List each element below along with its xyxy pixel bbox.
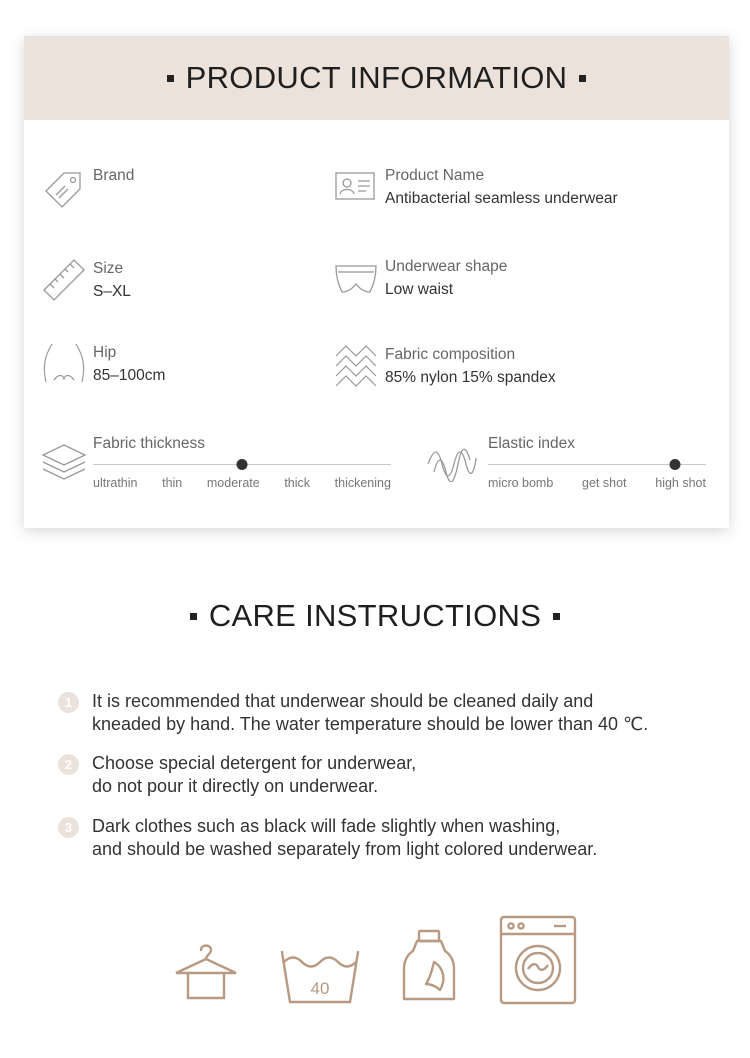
product-name-label: Product Name	[385, 167, 485, 184]
elastic-index-label: Elastic index	[488, 435, 576, 452]
underwear-shape-value: Low waist	[385, 281, 454, 298]
care-title-square-left	[190, 613, 197, 620]
scale-option: get shot	[582, 476, 627, 490]
care-item-line: Choose special detergent for underwear,	[92, 753, 417, 773]
scale-option: thin	[162, 476, 183, 490]
care-title-text: CARE INSTRUCTIONS	[208, 598, 542, 633]
size-value: S–XL	[93, 283, 131, 300]
fabric-texture-icon	[332, 342, 378, 388]
product-name-field	[385, 167, 618, 208]
care-item-text	[92, 690, 648, 736]
elastic-index-field	[488, 435, 575, 453]
scale-option: moderate	[206, 476, 260, 490]
care-item-1	[58, 690, 648, 736]
care-title	[178, 598, 572, 634]
care-item-line: Dark clothes such as black will fade slightly when washing,	[92, 816, 561, 836]
product-info-card	[24, 36, 729, 528]
wash-temperature-text: 40	[310, 979, 330, 998]
scale-option: ultrathin	[93, 476, 138, 490]
elastic-scale-marker	[670, 459, 681, 470]
tag-icon	[42, 166, 86, 210]
product-info-title-text: PRODUCT INFORMATION	[185, 60, 568, 95]
scale-option: thickening	[334, 476, 391, 490]
fabric-composition-value: 85% nylon 15% spandex	[385, 369, 556, 386]
care-item-number: 3	[58, 817, 79, 838]
elastic-scale-options	[488, 476, 706, 490]
underwear-icon	[334, 262, 378, 296]
care-item-line: do not pour it directly on underwear.	[92, 776, 379, 796]
product-info-header	[24, 36, 729, 120]
brand-label: Brand	[93, 167, 135, 184]
detergent-bottle-icon	[401, 928, 457, 1009]
underwear-shape-field	[385, 258, 507, 299]
underwear-shape-label: Underwear shape	[385, 258, 508, 275]
care-item-3	[58, 815, 597, 861]
hip-label: Hip	[93, 344, 117, 361]
hang-dry-icon	[172, 940, 240, 1005]
scale-option: thick	[284, 476, 311, 490]
hip-value: 85–100cm	[93, 367, 166, 384]
care-item-text	[92, 752, 416, 798]
care-header	[0, 598, 750, 634]
id-card-icon	[334, 170, 376, 202]
fabric-thickness-label: Fabric thickness	[93, 435, 205, 452]
size-field	[93, 260, 131, 301]
size-label: Size	[93, 260, 124, 277]
care-item-2	[58, 752, 416, 798]
care-item-text	[92, 815, 597, 861]
layers-icon	[40, 442, 88, 484]
care-item-line: and should be washed separately from light colored underwear.	[92, 839, 598, 859]
title-square-left	[167, 75, 174, 82]
scale-option: micro bomb	[488, 476, 554, 490]
product-name-value: Antibacterial seamless underwear	[385, 190, 618, 207]
elastic-wave-icon	[426, 444, 478, 482]
thickness-scale-marker	[237, 459, 248, 470]
hip-field	[93, 344, 165, 385]
fabric-composition-label: Fabric composition	[385, 346, 516, 363]
washing-machine-icon	[498, 914, 578, 1011]
care-item-line: It is recommended that underwear should be cleaned daily and	[92, 691, 594, 711]
brand-field	[93, 167, 134, 190]
wash-basin-40-icon	[278, 948, 362, 1011]
product-info-title	[155, 60, 599, 96]
fabric-thickness-field	[93, 435, 205, 453]
fabric-composition-field	[385, 346, 556, 387]
care-item-line: kneaded by hand. The water temperature should be lower than 40 ℃.	[92, 714, 649, 734]
care-item-number: 2	[58, 754, 79, 775]
title-square-right	[579, 75, 586, 82]
thickness-scale-options	[93, 476, 391, 490]
care-title-square-right	[553, 613, 560, 620]
hip-icon	[42, 342, 86, 386]
scale-option: high shot	[655, 476, 706, 490]
care-item-number: 1	[58, 692, 79, 713]
ruler-icon	[40, 254, 88, 302]
